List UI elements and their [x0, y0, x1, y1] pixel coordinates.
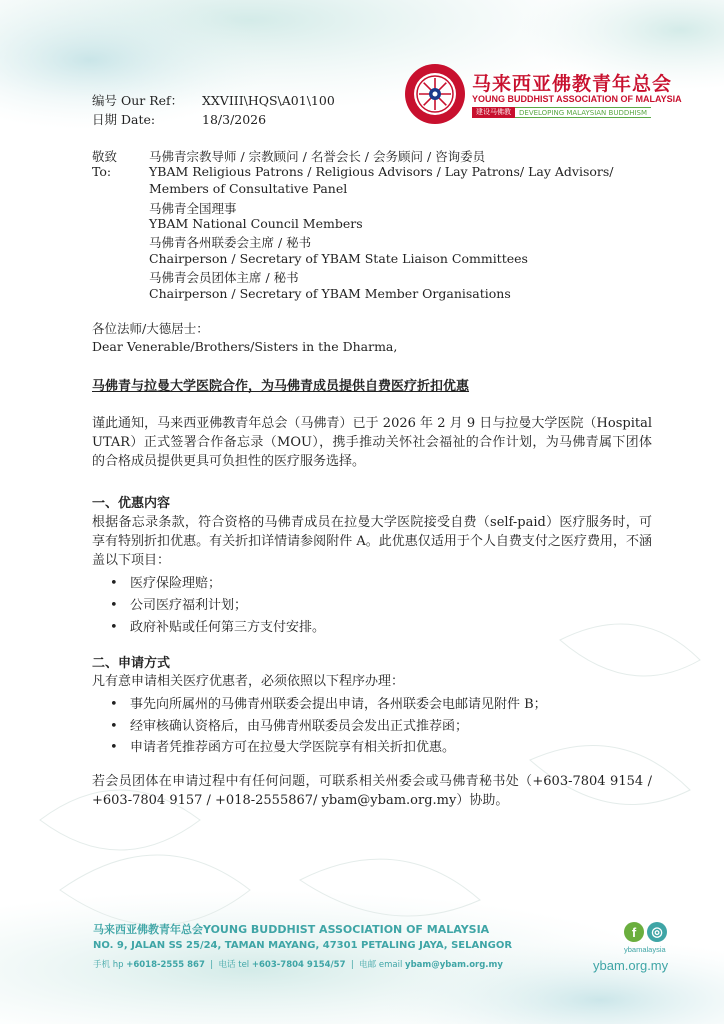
closing-paragraph: 若会员团体在申请过程中有任何问题，可联系相关州委会或马佛青秘书处（+603-7804 9154 / +603-7804 9157 / +018-2555867/ ybam@ybam.org.my）协助。	[92, 774, 652, 808]
recipient-line: 马佛青会员团体主席 / 秘书	[149, 270, 299, 285]
section1-title: 一、优惠内容	[92, 496, 171, 511]
list-item-text: 申请者凭推荐函方可在拉曼大学医院享有相关折扣优惠。	[130, 740, 456, 755]
instagram-icon[interactable]: ◎	[647, 922, 667, 942]
tagline-en: DEVELOPING MALAYSIAN BUDDHISM	[515, 107, 651, 118]
ybam-logo-icon	[404, 63, 466, 125]
list-item: • 申请者凭推荐函方可在拉曼大学医院享有相关折扣优惠。	[110, 740, 456, 755]
list-item: • 医疗保险理赔；	[110, 576, 222, 591]
list-item: • 经审核确认资格后，由马佛青州联委员会发出正式推荐函；	[110, 719, 469, 734]
hp-number: +6018-2555 867	[126, 960, 205, 970]
tagline	[472, 107, 651, 118]
intro-paragraph: 谨此通知，马来西亚佛教青年总会（马佛青）已于 2026 年 2 月 9 日与拉曼大学医院（Hospital UTAR）正式签署合作备忘录（MOU），携手推动关怀社会福祉的合作计划，为马佛青属下团体的合格成员提供更具可负担性的医疗服务选择。	[92, 416, 652, 469]
hp-label: 手机 hp	[93, 960, 124, 970]
org-name-cn: 马来西亚佛教青年总会	[472, 73, 673, 95]
social-handle: ybamalaysia	[624, 945, 666, 954]
to-label-en: To:	[92, 164, 112, 179]
salutation-en: Dear Venerable/Brothers/Sisters in the Dharma,	[92, 339, 398, 354]
letter-subject: 马佛青与拉曼大学医院合作，为马佛青成员提供自费医疗折扣优惠	[92, 379, 470, 394]
tel-number: +603-7804 9154/57	[251, 960, 346, 970]
tagline-cn: 建设马佛教	[472, 107, 515, 118]
list-item: • 政府补贴或任何第三方支付安排。	[110, 620, 326, 635]
footer-org-name	[93, 921, 489, 937]
list-item-text: 公司医疗福利计划；	[130, 598, 248, 613]
footer-name-en: YOUNG BUDDHIST ASSOCIATION OF MALAYSIA	[203, 923, 490, 936]
section2-body: 凡有意申请相关医疗优惠者，必须依照以下程序办理：	[92, 674, 405, 689]
recipient-line: 马佛青全国理事	[149, 201, 237, 216]
list-item-text: 事先向所属州的马佛青州联委会提出申请，各州联委会电邮请见附件 B；	[130, 697, 547, 712]
ref-value: XXVIII\HQS\A01\100	[202, 93, 335, 108]
recipient-line: Members of Consultative Panel	[149, 181, 348, 196]
section1-body: 根据备忘录条款，符合资格的马佛青成员在拉曼大学医院接受自费（self-paid）医疗服务时，可享有特别折扣优惠。有关折扣详情请参阅附件 A。此优惠仅适用于个人自费支付之医疗费用，不涵盖以下项目：	[92, 515, 652, 568]
recipient-line: 马佛青宗教导师 / 宗教顾问 / 名誉会长 / 会务顾问 / 咨询委员	[149, 149, 486, 164]
ref-label: 编号 Our Ref：	[92, 93, 184, 108]
tel-label: 电话 tel	[218, 960, 250, 970]
section2-title: 二、申请方式	[92, 656, 171, 671]
list-item-text: 医疗保险理赔；	[130, 576, 222, 591]
date-row	[92, 110, 266, 128]
facebook-icon[interactable]: f	[624, 922, 644, 942]
date-label: 日期 Date:	[92, 112, 156, 127]
website-link[interactable]: ybam.org.my	[593, 958, 669, 973]
recipient-line: YBAM National Council Members	[149, 216, 363, 231]
footer-email: ybam@ybam.org.my	[405, 960, 503, 970]
list-item: • 公司医疗福利计划；	[110, 598, 248, 613]
recipient-line: Chairperson / Secretary of YBAM Member Organisations	[149, 286, 511, 301]
email-label: 电邮 email	[359, 960, 403, 970]
footer-address: NO. 9, JALAN SS 25/24, TAMAN MAYANG, 47301 PETALING JAYA, SELANGOR	[93, 940, 513, 951]
list-item-text: 经审核确认资格后，由马佛青州联委员会发出正式推荐函；	[130, 719, 469, 734]
footer-name-cn: 马来西亚佛教青年总会	[93, 923, 203, 936]
recipient-line: YBAM Religious Patrons / Religious Advisors / Lay Patrons/ Lay Advisors/	[149, 164, 614, 179]
recipient-line: 马佛青各州联委会主席 / 秘书	[149, 235, 312, 250]
recipient-line: Chairperson / Secretary of YBAM State Liaison Committees	[149, 251, 528, 266]
social-icons	[624, 922, 667, 942]
salutation-cn: 各位法师/大德居士：	[92, 321, 209, 336]
to-label-cn: 敬致	[92, 149, 118, 164]
reference-row	[92, 91, 335, 109]
date-value: 18/3/2026	[202, 112, 267, 127]
list-item: • 事先向所属州的马佛青州联委会提出申请，各州联委会电邮请见附件 B；	[110, 697, 547, 712]
footer-contacts: 手机 hp +6018-2555 867 | 电话 tel +603-7804 9154/57 | 电邮 email ybam@ybam.org.my	[93, 960, 503, 970]
list-item-text: 政府补贴或任何第三方支付安排。	[130, 620, 326, 635]
org-name-en: YOUNG BUDDHIST ASSOCIATION OF MALAYSIA	[472, 94, 682, 104]
